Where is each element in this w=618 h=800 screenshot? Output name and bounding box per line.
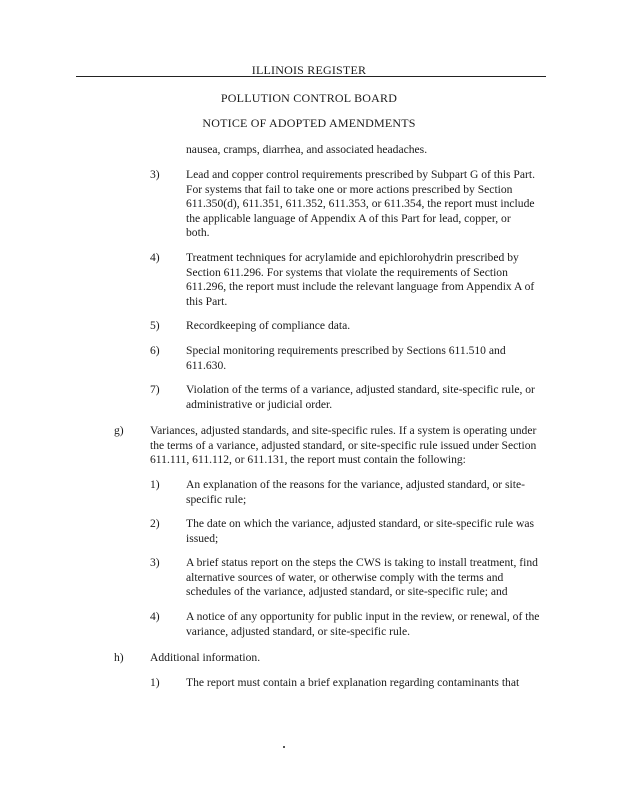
item-line: Section 611.296. For systems that violate the requirements of Section <box>186 265 508 279</box>
item-line: schedules of the variance, adjusted standard, or site-specific rule; and <box>186 585 508 598</box>
item-line: Lead and copper control requirements prescribed by Subpart G of this Part. <box>186 168 535 181</box>
item-line: alternative sources of water, or otherwise comply with the terms and <box>186 570 504 584</box>
item-line: Violation of the terms of a variance, adjusted standard, site-specific rule, or <box>186 383 535 396</box>
item-line: For systems that fail to take one or more actions prescribed by Section <box>186 182 513 196</box>
board-title: POLLUTION CONTROL BOARD <box>220 91 398 105</box>
item-line: 611.350(d), 611.351, 611.352, 611.353, or 611.354, the report must include <box>186 197 535 210</box>
item-line: the applicable language of Appendix A of this Part for lead, copper, or <box>186 211 511 225</box>
item-line: both. <box>186 226 210 239</box>
item-number: 4) <box>150 251 160 264</box>
item-number: 6) <box>150 344 160 357</box>
section-line: Variances, adjusted standards, and site-specific rules. If a system is operating under <box>150 424 537 437</box>
item-line: The date on which the variance, adjusted standard, or site-specific rule was <box>186 517 534 530</box>
item-line: A notice of any opportunity for public input in the review, or renewal, of the <box>186 610 540 623</box>
item-number: 5) <box>150 319 160 332</box>
item-line: An explanation of the reasons for the variance, adjusted standard, or site- <box>186 478 525 491</box>
item-number: 1) <box>150 676 160 689</box>
item-number: 3) <box>150 556 160 569</box>
item-line: issued; <box>186 531 219 545</box>
item-line: administrative or judicial order. <box>186 397 333 411</box>
item-line: 611.296, the report must include the relevant language from Appendix A of <box>186 280 535 293</box>
section-letter: g) <box>114 424 124 437</box>
item-number: 4) <box>150 610 160 623</box>
scan-speck <box>283 746 285 748</box>
item-number: 2) <box>150 517 160 530</box>
item-line: 611.630. <box>186 358 227 372</box>
item-line: A brief status report on the steps the CWS is taking to install treatment, find <box>186 556 538 569</box>
item-number: 1) <box>150 478 160 491</box>
header-rule <box>76 76 546 77</box>
item-line: this Part. <box>186 294 228 308</box>
item-line: Recordkeeping of compliance data. <box>186 319 351 332</box>
item-number: 7) <box>150 383 160 396</box>
section-line: the terms of a variance, adjusted standard, or site-specific rule issued under Section <box>150 438 537 452</box>
item-line: Treatment techniques for acrylamide and epichlorohydrin prescribed by <box>186 251 519 264</box>
item-line: The report must contain a brief explanation regarding contaminants that <box>186 676 520 689</box>
item-line: specific rule; <box>186 492 247 506</box>
notice-title: NOTICE OF ADOPTED AMENDMENTS <box>202 116 416 130</box>
item-line: Special monitoring requirements prescribed by Sections 611.510 and <box>186 344 506 357</box>
item-line: variance, adjusted standard, or site-specific rule. <box>186 624 411 638</box>
register-title: ILLINOIS REGISTER <box>251 63 367 77</box>
section-line: 611.111, 611.112, or 611.131, the report must contain the following: <box>150 453 466 466</box>
section-line: Additional information. <box>150 651 261 664</box>
item-number: 3) <box>150 168 160 181</box>
continuation-line: nausea, cramps, diarrhea, and associated headaches. <box>186 143 428 156</box>
section-letter: h) <box>114 651 124 664</box>
